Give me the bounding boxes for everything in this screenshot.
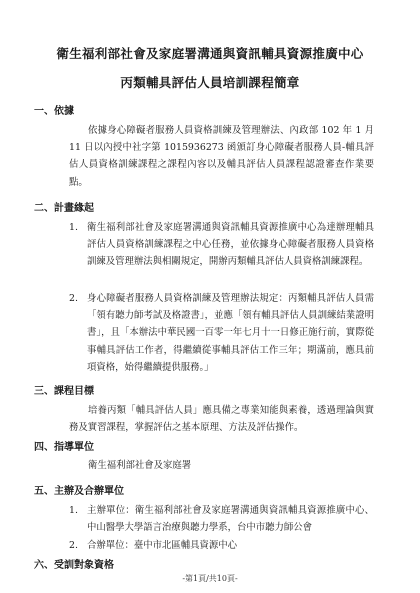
section-heading-eligibility: 六、受訓對象資格 xyxy=(34,560,114,571)
list-item-number: 1. xyxy=(69,505,78,516)
list-item-number: 1. xyxy=(69,222,78,233)
list-item xyxy=(69,219,374,271)
list-item-number: 2. xyxy=(69,540,78,551)
section-heading-objectives: 三、課程目標 xyxy=(34,386,94,397)
section-heading-supervising-unit: 四、指導單位 xyxy=(34,442,94,453)
list-item xyxy=(69,537,374,554)
section-objectives-paragraph: 培養丙類「輔具評估人員」應具備之專業知能與素養，透過理論與實務及實習課程，掌握評估之基本原理、方法及評估操作。 xyxy=(69,405,374,434)
list-item-text: 主辦單位：衛生福利部社會及家庭署溝通與資訊輔具資源推廣中心、中山醫學大學語言治療與聽力學系，台中市聽力師公會 xyxy=(87,505,374,534)
list-item-text: 衛生福利部社會及家庭署溝通與資訊輔具資源推廣中心為達辦理輔具評估人員資格訓練課程之中心任務，並依據身心障礙者服務人員資格訓練及管理辦法與相關規定，開辦丙類輔具評估人員資格訓練課程。 xyxy=(87,222,374,268)
section-supervising-unit-paragraph: 衛生福利部社會及家庭署 xyxy=(88,460,192,471)
section-heading-basis: 一、依據 xyxy=(34,106,74,117)
list-item xyxy=(69,290,374,376)
list-item-text: 身心障礙者服務人員資格訓練及管理辦法規定：丙類輔具評估人員需「領有聽力師考試及格證書」，並應「領有輔具評估人員訓練結業證明書」，且「本辦法中華民國一百零一年七月十一日修正施行前，實際從事輔具評估工作者，得繼續從事輔具評估工作三年；期滿前，應具前項資格，始得繼續提供服務。」 xyxy=(87,293,374,373)
section-heading-origin: 二、計畫緣起 xyxy=(34,203,94,214)
page-number-footer: -第1頁/共10頁- xyxy=(182,574,238,583)
list-item-text: 合辦單位：臺中市北區輔具資源中心 xyxy=(87,540,238,551)
section-basis-paragraph: 依據身心障礙者服務人員資格訓練及管理辦法、內政部 102 年 1 月 11 日以內授中社字第 1015936273 函頒訂身心障礙者服務人員-輔具評估人員資格訓練課程之課程內容以及輔具評估人員課程認證審查作業要點。 xyxy=(69,125,374,188)
section-heading-organizers: 五、主辦及合辦單位 xyxy=(34,486,124,497)
list-item-number: 2. xyxy=(69,293,78,304)
document-title-organization: 衛生福利部社會及家庭署溝通與資訊輔具資源推廣中心 xyxy=(56,46,364,61)
list-item xyxy=(69,502,374,536)
document-title-course: 丙類輔具評估人員培訓課程簡章 xyxy=(120,75,300,90)
